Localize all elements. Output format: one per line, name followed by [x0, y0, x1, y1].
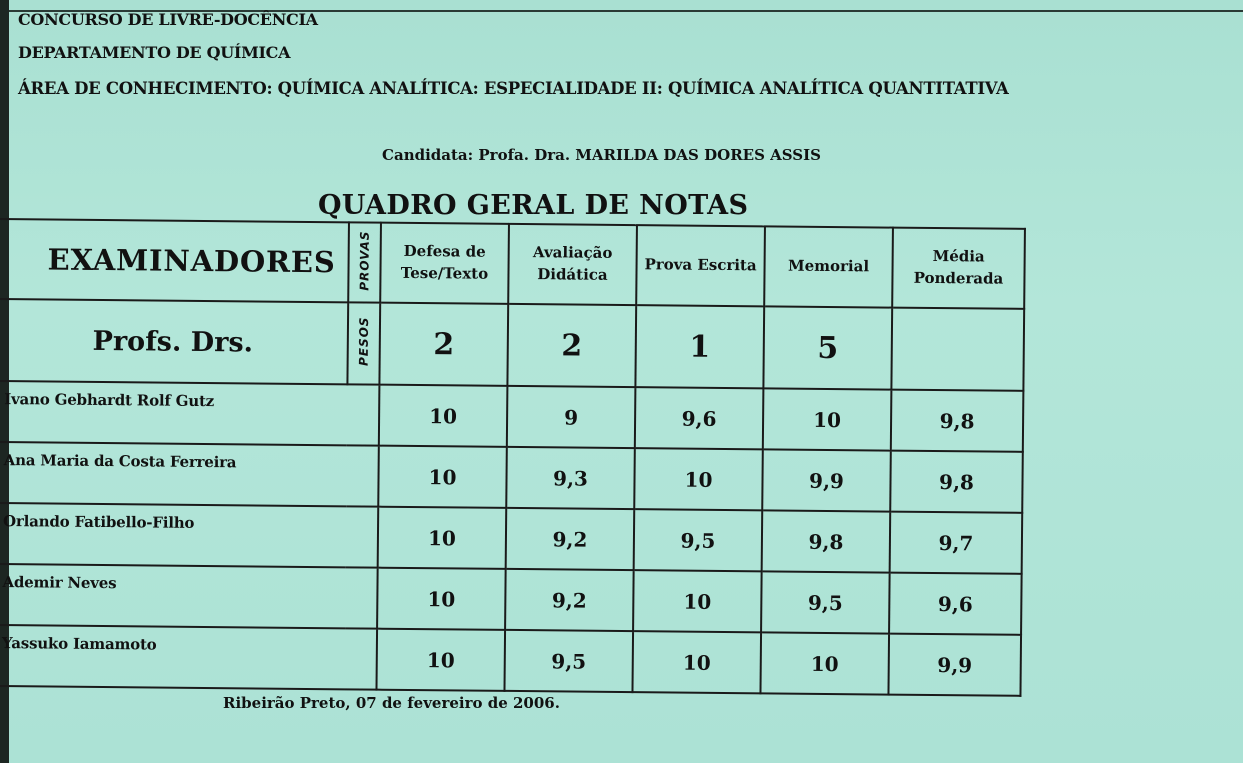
examinadores-label: EXAMINADORES [0, 219, 349, 302]
col-header-defesa [380, 223, 509, 304]
col-header-line1: Avaliação [532, 243, 613, 263]
examiner-name: Ademir Neves [0, 564, 378, 629]
pesos-label: PESOS [356, 316, 372, 367]
col-header-line2: Tese/Texto [400, 263, 489, 283]
col-header-media [892, 228, 1025, 309]
score-memorial: 10 [760, 632, 889, 694]
provas-label: PROVAS [357, 230, 372, 291]
score-media: 9,8 [890, 451, 1023, 513]
score-memorial: 10 [763, 388, 892, 450]
score-media: 9,8 [891, 390, 1024, 452]
header-area: ÁREA DE CONHECIMENTO: QUÍMICA ANALÍTICA: ESPECIALIDADE II: QUÍMICA ANALÍTICA QUANTITATIVA [18, 79, 1009, 98]
score-defesa: 10 [376, 629, 505, 691]
score-prova-escrita: 10 [632, 631, 761, 693]
peso-prova-escrita: 1 [635, 305, 764, 388]
score-memorial: 9,9 [762, 449, 891, 511]
score-avaliacao: 9,5 [504, 630, 633, 692]
score-media: 9,9 [888, 634, 1021, 696]
col-header-memorial [764, 226, 893, 307]
col-header-line1: Memorial [787, 256, 870, 276]
footer-date: Ribeirão Preto, 07 de fevereiro de 2006. [223, 694, 560, 712]
peso-avaliacao: 2 [507, 304, 636, 387]
score-prova-escrita: 9,5 [634, 509, 763, 571]
col-header-line1: Prova Escrita [644, 255, 757, 275]
table-pesos-row [0, 299, 1024, 391]
candidata-text: Candidata: Profa. Dra. MARILDA DAS DORES ASSIS [382, 146, 821, 164]
peso-defesa: 2 [379, 303, 508, 386]
header-concurso: CONCURSO DE LIVRE-DOCÊNCIA [18, 10, 318, 29]
table-row [0, 503, 1022, 574]
col-header-line2: Ponderada [913, 268, 1004, 288]
table-row [0, 625, 1021, 696]
score-avaliacao: 9,3 [506, 447, 635, 509]
score-prova-escrita: 10 [633, 570, 762, 632]
examiner-name: Yassuko Iamamoto [0, 625, 377, 690]
score-avaliacao: 9,2 [506, 508, 635, 570]
peso-memorial: 5 [763, 306, 892, 389]
score-prova-escrita: 9,6 [635, 387, 764, 449]
table-row [0, 442, 1023, 513]
pesos-cell [347, 302, 380, 384]
quadro-title: QUADRO GERAL DE NOTAS [318, 190, 749, 221]
grades-table [0, 218, 1026, 697]
col-header-avaliacao [508, 224, 637, 305]
col-header-line2: Didática [537, 265, 608, 284]
candidata-line [0, 146, 1243, 164]
examiner-name: Orlando Fatibello-Filho [0, 503, 378, 568]
profs-label: Profs. Drs. [0, 299, 348, 384]
examiner-name: Ivano Gebhardt Rolf Gutz [0, 381, 379, 446]
col-header-line1: Defesa de [403, 242, 486, 261]
table-row [0, 381, 1023, 452]
col-header-line1: Média [932, 247, 985, 266]
score-avaliacao: 9 [507, 386, 636, 448]
provas-cell [348, 222, 381, 302]
score-avaliacao: 9,2 [505, 569, 634, 631]
examiner-name: Ana Maria da Costa Ferreira [0, 442, 379, 507]
score-prova-escrita: 10 [634, 448, 763, 510]
table-row [0, 564, 1022, 635]
score-memorial: 9,5 [761, 571, 890, 633]
score-memorial: 9,8 [762, 510, 891, 572]
header-departamento: DEPARTAMENTO DE QUÍMICA [18, 43, 291, 62]
score-defesa: 10 [377, 568, 506, 630]
score-media: 9,7 [890, 512, 1023, 574]
score-defesa: 10 [378, 446, 507, 508]
score-media: 9,6 [889, 573, 1022, 635]
score-defesa: 10 [379, 385, 508, 447]
col-header-prova-escrita [636, 225, 765, 306]
score-defesa: 10 [378, 507, 507, 569]
table-header-row [0, 219, 1025, 309]
peso-media [891, 308, 1024, 391]
